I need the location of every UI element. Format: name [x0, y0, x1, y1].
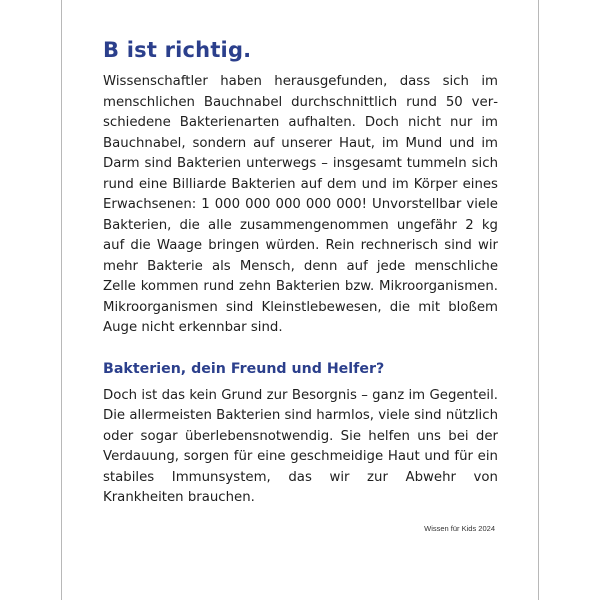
- page-content: [103, 36, 498, 509]
- page-footer: Wissen für Kids 2024: [424, 524, 495, 533]
- page-title: B ist richtig.: [103, 38, 252, 62]
- section-heading: Bakterien, dein Freund und Helfer?: [103, 360, 385, 377]
- body-paragraph-2: Doch ist das kein Grund zur Besorgnis – ganz im Gegenteil. Die allermeisten Bakterien sind harmlos, viele sind nützlich oder sogar überlebensnotwendig. Sie helfen uns bei der Verdauung, sorgen für eine geschmeidige Haut und für ein stabiles Immunsystem, das wir zur Abwehr von Krankheiten brauchen.: [103, 387, 498, 505]
- body-paragraph-1: Wissenschaftler haben herausgefunden, dass sich im menschlichen Bauchnabel durchschnittlich rund 50 verschiedene Bakterienarten aufhalten. Doch nicht nur im Bauchnabel, sondern auf unserer Haut, im Mund und im Darm sind Bakterien unterwegs – insgesamt tummeln sich rund eine Billiarde Bakterien auf dem und im Körper eines Erwachsenen: 1 000 000 000 000 000! Unvorstellbar viele Bakterien, die alle zusammengenommen ungefähr 2 kg auf die Waage bringen würden. Rein rechnerisch sind wir mehr Bakterie als Mensch, denn auf jede menschliche Zelle kommen rund zehn Bakterien bzw. Mikroorganismen. Mikroorganismen sind Kleinstlebewesen, die mit bloßem Auge nicht erkennbar sind.: [103, 74, 498, 335]
- document-page: [61, 0, 539, 600]
